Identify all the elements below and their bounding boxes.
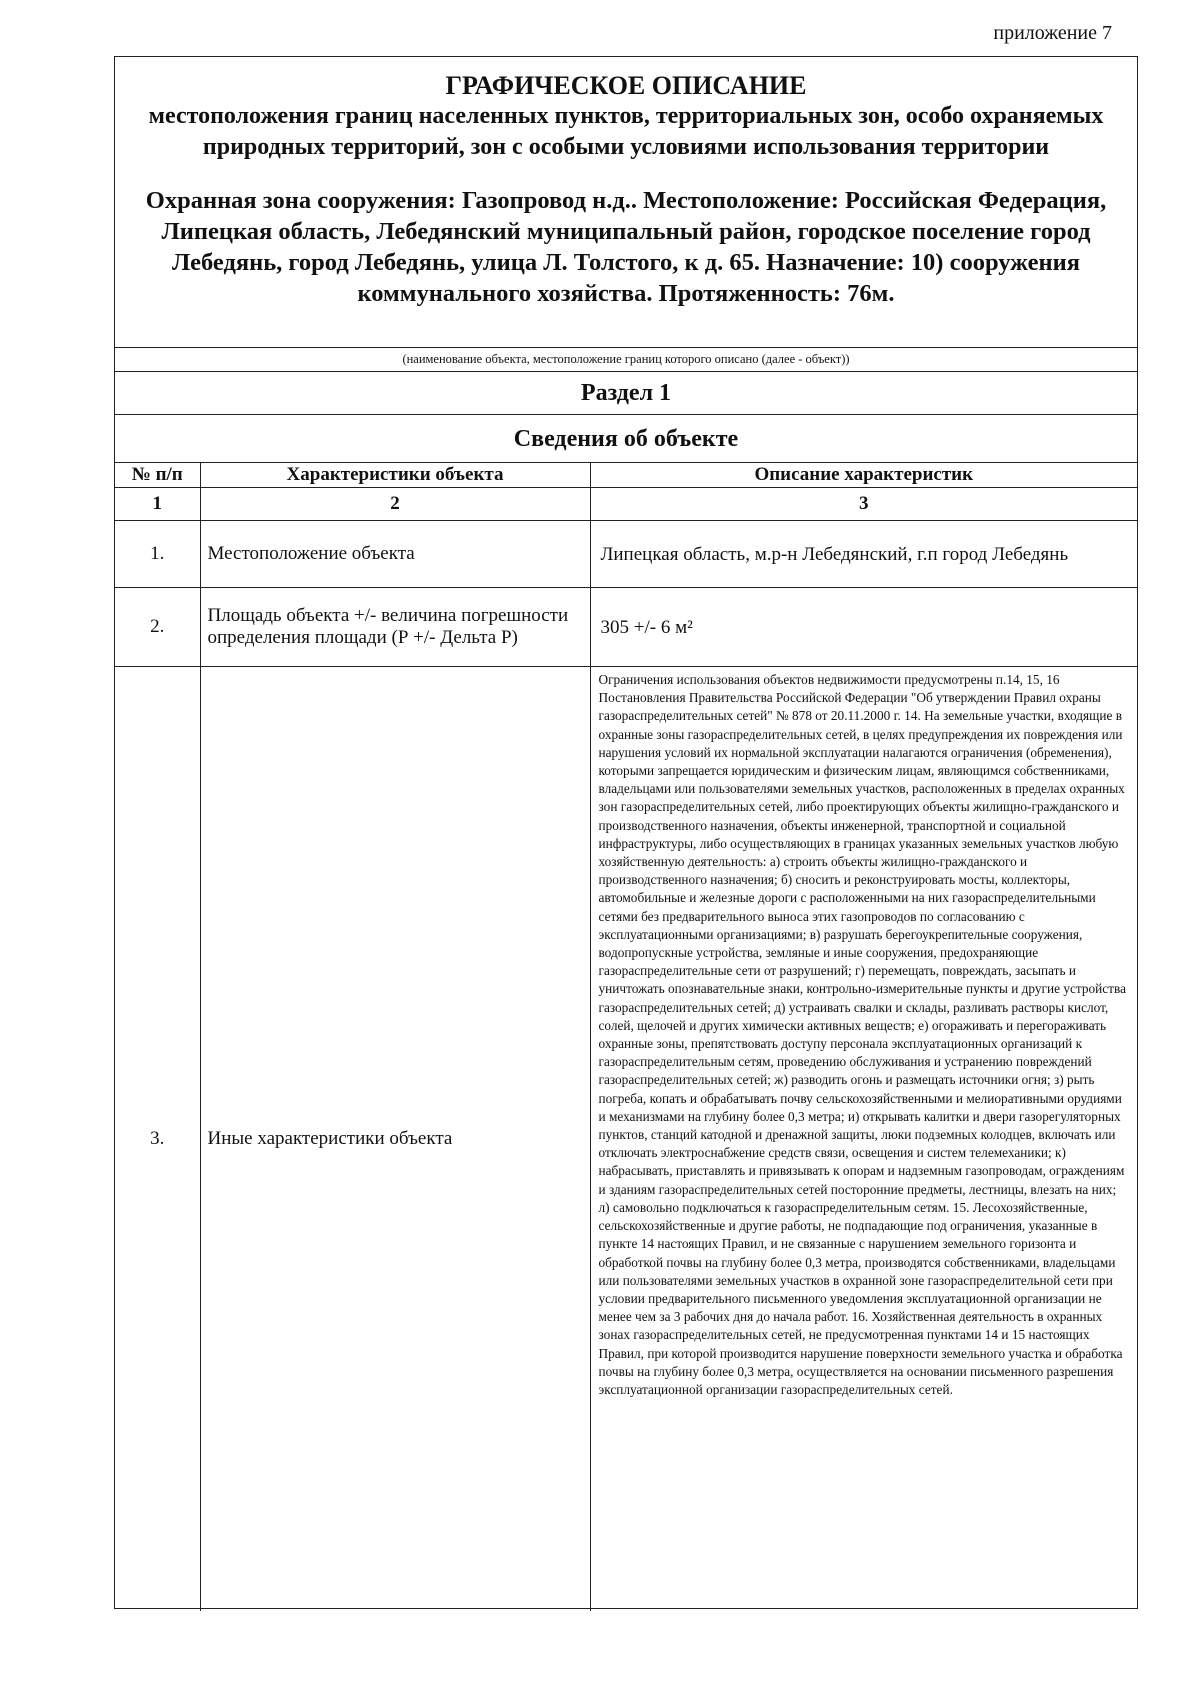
column-header-description: Описание характеристик: [590, 463, 1137, 488]
column-header-number: № п/п: [115, 463, 200, 488]
object-caption: (наименование объекта, местоположение границ которого описано (далее - объект)): [115, 348, 1137, 372]
column-number: 2: [200, 488, 590, 521]
table-header-row: [115, 463, 1137, 488]
document-subtitle: местоположения границ населенных пунктов, территориальных зон, особо охраняемых природных территорий, зон с особыми условиями использования территории: [148, 103, 1104, 160]
row-number: 1.: [115, 521, 200, 588]
row-description: 305 +/- 6 м²: [590, 588, 1137, 667]
row-number: 2.: [115, 588, 200, 667]
row-number: 3.: [115, 667, 200, 1612]
column-number-row: [115, 488, 1137, 521]
appendix-label: приложение 7: [993, 22, 1112, 44]
row-characteristic: Площадь объекта +/- величина погрешности определения площади (Р +/- Дельта Р): [200, 588, 590, 667]
document-frame: [114, 56, 1138, 1609]
row-description: Ограничения использования объектов недвижимости предусмотрены п.14, 15, 16 Постановления Правительства Российской Федерации "Об утверждении Правил охраны газораспределительных сетей" № 878 от 20.11.2000 г. 14. На земельные участки, входящие в охранные зоны газораспределительных сетей, в целях предупреждения их повреждения или нарушения условий их нормальной эксплуатации налагаются ограничения (обременения), которыми запрещается юридическим и физическим лицам, являющимся собственниками, владельцами или пользователями земельных участков, расположенных в пределах охранных зон газораспределительных сетей, либо проектирующих объекты жилищно-гражданского и производственного назначения, объекты инженерной, транспортной и социальной инфраструктуры, либо осуществляющих в границах указанных земельных участков любую хозяйственную деятельность: а) строить объекты жилищно-гражданского и производственного назначения; б) сносить и реконструировать мосты, коллекторы, автомобильные и железные дороги с расположенными на них газораспределительными сетями без предварительного выноса этих газопроводов по согласованию с эксплуатационными организациями; в) разрушать берегоукрепительные сооружения, водопропускные устройства, земляные и иные сооружения, предохраняющие газораспределительные сети от разрушений; г) перемещать, повреждать, засыпать и уничтожать опознавательные знаки, контрольно-измерительные пункты и другие устройства газораспределительных сетей; д) устраивать свалки и склады, разливать растворы кислот, солей, щелочей и других химически активных веществ; е) огораживать и перегораживать охранные зоны, препятствовать доступу персонала эксплуатационных организаций к газораспределительным сетям, проведению обслуживания и устранению повреждений газораспределительных сетей; ж) разводить огонь и размещать источники огня; з) рыть погреба, копать и обрабатывать почву сельскохозяйственными и мелиоративными орудиями и механизмами на глубину более 0,3 метра; и) открывать калитки и двери газорегуляторных пунктов, станций катодной и дренажной защиты, люки подземных колодцев, включать или отключать электроснабжение средств связи, освещения и систем телемеханики; к) набрасывать, приставлять и привязывать к опорам и надземным газопроводам, ограждениям и зданиям газораспределительных сетей посторонние предметы, лестницы, влезать на них; л) самовольно подключаться к газораспределительным сетям. 15. Лесохозяйственные, сельскохозяйственные и другие работы, не подпадающие под ограничения, указанные в пункте 14 настоящих Правил, и не связанные с нарушением земельного горизонта и обработкой почвы на глубину более 0,3 метра, производятся собственниками, владельцами или пользователями земельных участков в охранной зоне газораспределительной сети при условии предварительного письменного уведомления эксплуатационной организации не менее чем за 3 рабочих дня до начала работ. 16. Хозяйственная деятельность в охранных зонах газораспределительных сетей, не предусмотренная пунктами 14 и 15 настоящих Правил, при которой производится нарушение поверхности земельного участка и обработка почвы на глубину более 0,3 метра, осуществляется на основании письменного разрешения эксплуатационной организации газораспределительных сетей.: [590, 667, 1137, 1612]
row-characteristic: Местоположение объекта: [200, 521, 590, 588]
section-title: Сведения об объекте: [115, 415, 1137, 463]
column-number: 1: [115, 488, 200, 521]
column-header-characteristic: Характеристики объекта: [200, 463, 590, 488]
row-description: Липецкая область, м.р-н Лебедянский, г.п город Лебедянь: [590, 521, 1137, 588]
table-row: [115, 588, 1137, 667]
object-info-table: [115, 463, 1137, 1611]
row-characteristic: Иные характеристики объекта: [200, 667, 590, 1612]
table-row: [115, 521, 1137, 588]
section-label: Раздел 1: [115, 372, 1137, 415]
document-title: ГРАФИЧЕСКОЕ ОПИСАНИЕ: [445, 71, 807, 100]
document-header: [115, 57, 1137, 348]
table-row: [115, 667, 1137, 1612]
column-number: 3: [590, 488, 1137, 521]
object-description: Охранная зона сооружения: Газопровод н.д.. Местоположение: Российская Федерация, Липецкая область, Лебедянский муниципальный район, городское поселение город Лебедянь, город Лебедянь, улица Л. Толстого, к д. 65. Назначение: 10) сооружения коммунального хозяйства. Протяженность: 76м.: [145, 187, 1107, 307]
